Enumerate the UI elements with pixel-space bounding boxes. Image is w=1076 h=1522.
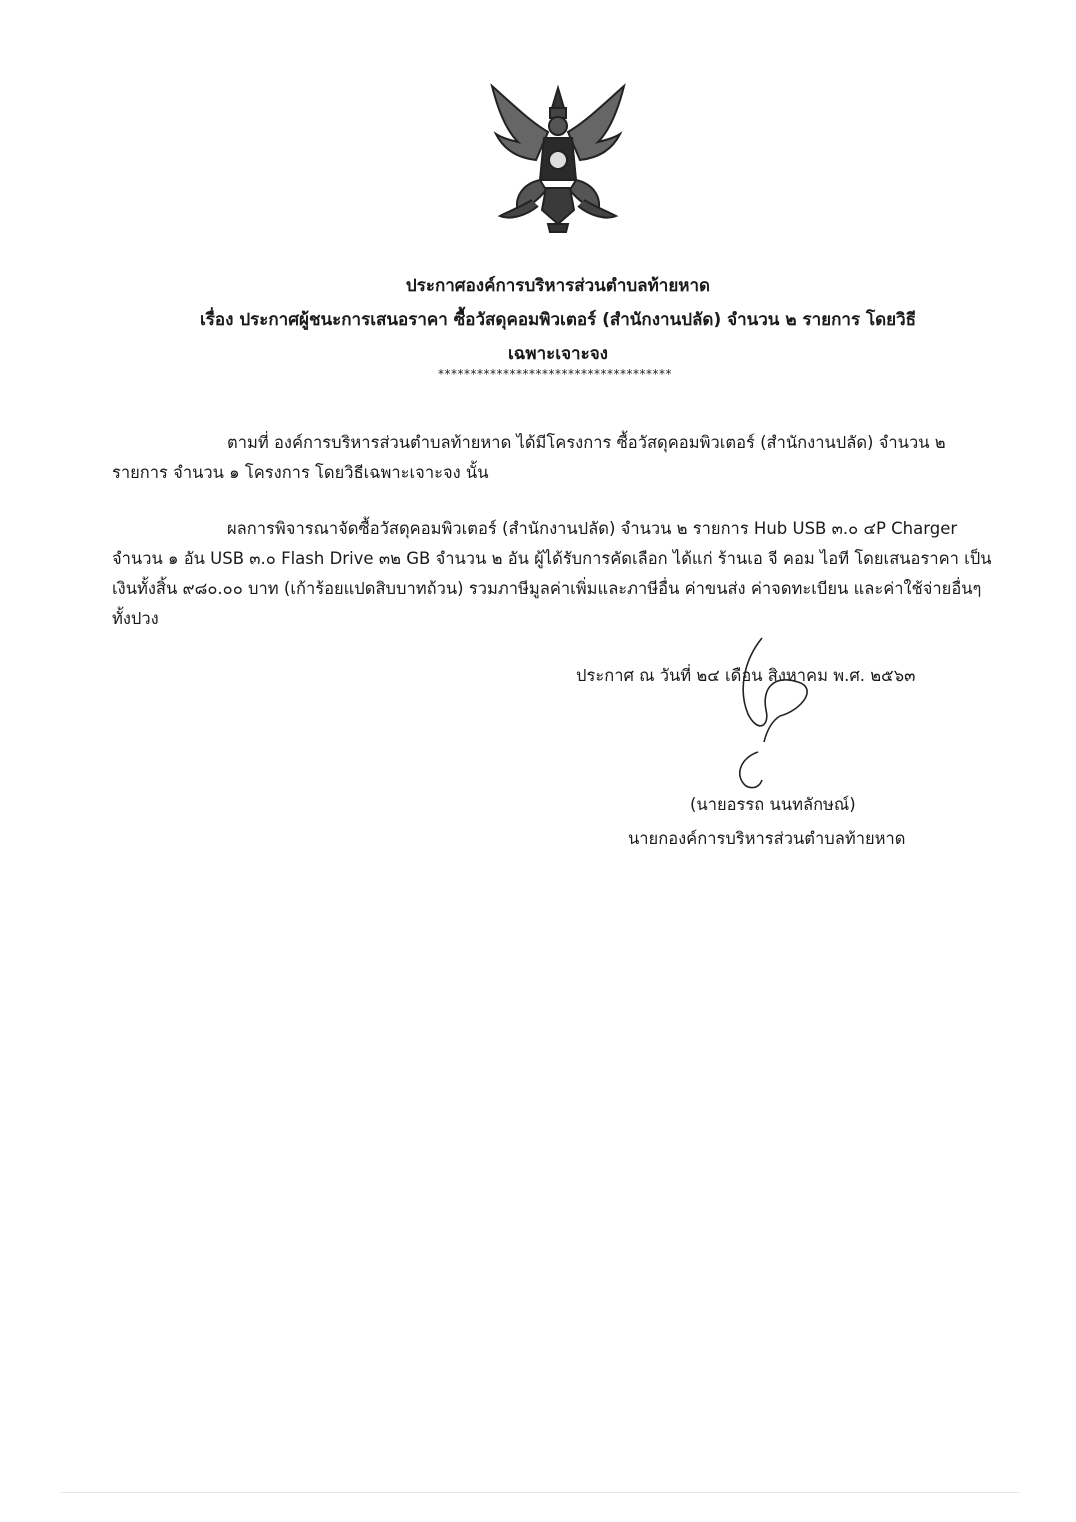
body-paragraph-1: ตามที่ องค์การบริหารส่วนตำบลท้ายหาด ได้มีโครงการ ซื้อวัสดุคอมพิวเตอร์ (สำนักงานปลัด) จำนวน ๒ รายการ จำนวน ๑ โครงการ โดยวิธีเฉพาะเจาะจง นั้น bbox=[112, 433, 946, 482]
subject-line-1: เรื่อง ประกาศผู้ชนะการเสนอราคา ซื้อวัสดุคอมพิวเตอร์ (สำนักงานปลัด) จำนวน ๒ รายการ โดยวิธี bbox=[199, 310, 917, 330]
garuda-emblem-icon bbox=[478, 80, 638, 240]
page-bottom-rule bbox=[60, 1492, 1020, 1493]
separator-stars: ************************************ bbox=[438, 367, 672, 381]
subject-line-2: เฉพาะเจาะจง bbox=[508, 344, 608, 364]
body-paragraph-2: ผลการพิจารณาจัดซื้อวัสดุคอมพิวเตอร์ (สำนักงานปลัด) จำนวน ๒ รายการ Hub USB ๓.๐ ๔P Charger จำนวน ๑ อัน USB ๓.๐ Flash Drive ๓๒ GB จำนวน ๒ อัน ผู้ได้รับการคัดเลือก ได้แก่ ร้านเอ จี คอม ไอที โดยเสนอราคา เป็นเงินทั้งสิ้น ๙๘๐.๐๐ บาท (เก้าร้อยแปดสิบบาทถ้วน) รวมภาษีมูลค่าเพิ่มและภาษีอื่น ค่าขนส่ง ค่าจดทะเบียน และค่าใช้จ่ายอื่นๆ ทั้งปวง bbox=[112, 519, 992, 628]
handwritten-signature bbox=[700, 630, 850, 790]
announcement-date: ประกาศ ณ วันที่ ๒๔ เดือน สิงหาคม พ.ศ. ๒๕๖๓ bbox=[576, 666, 916, 685]
announcement-title: ประกาศองค์การบริหารส่วนตำบลท้ายหาด bbox=[405, 276, 711, 296]
signer-name: (นายอรรถ นนทลักษณ์) bbox=[690, 795, 856, 814]
signer-position: นายกองค์การบริหารส่วนตำบลท้ายหาด bbox=[628, 829, 906, 848]
